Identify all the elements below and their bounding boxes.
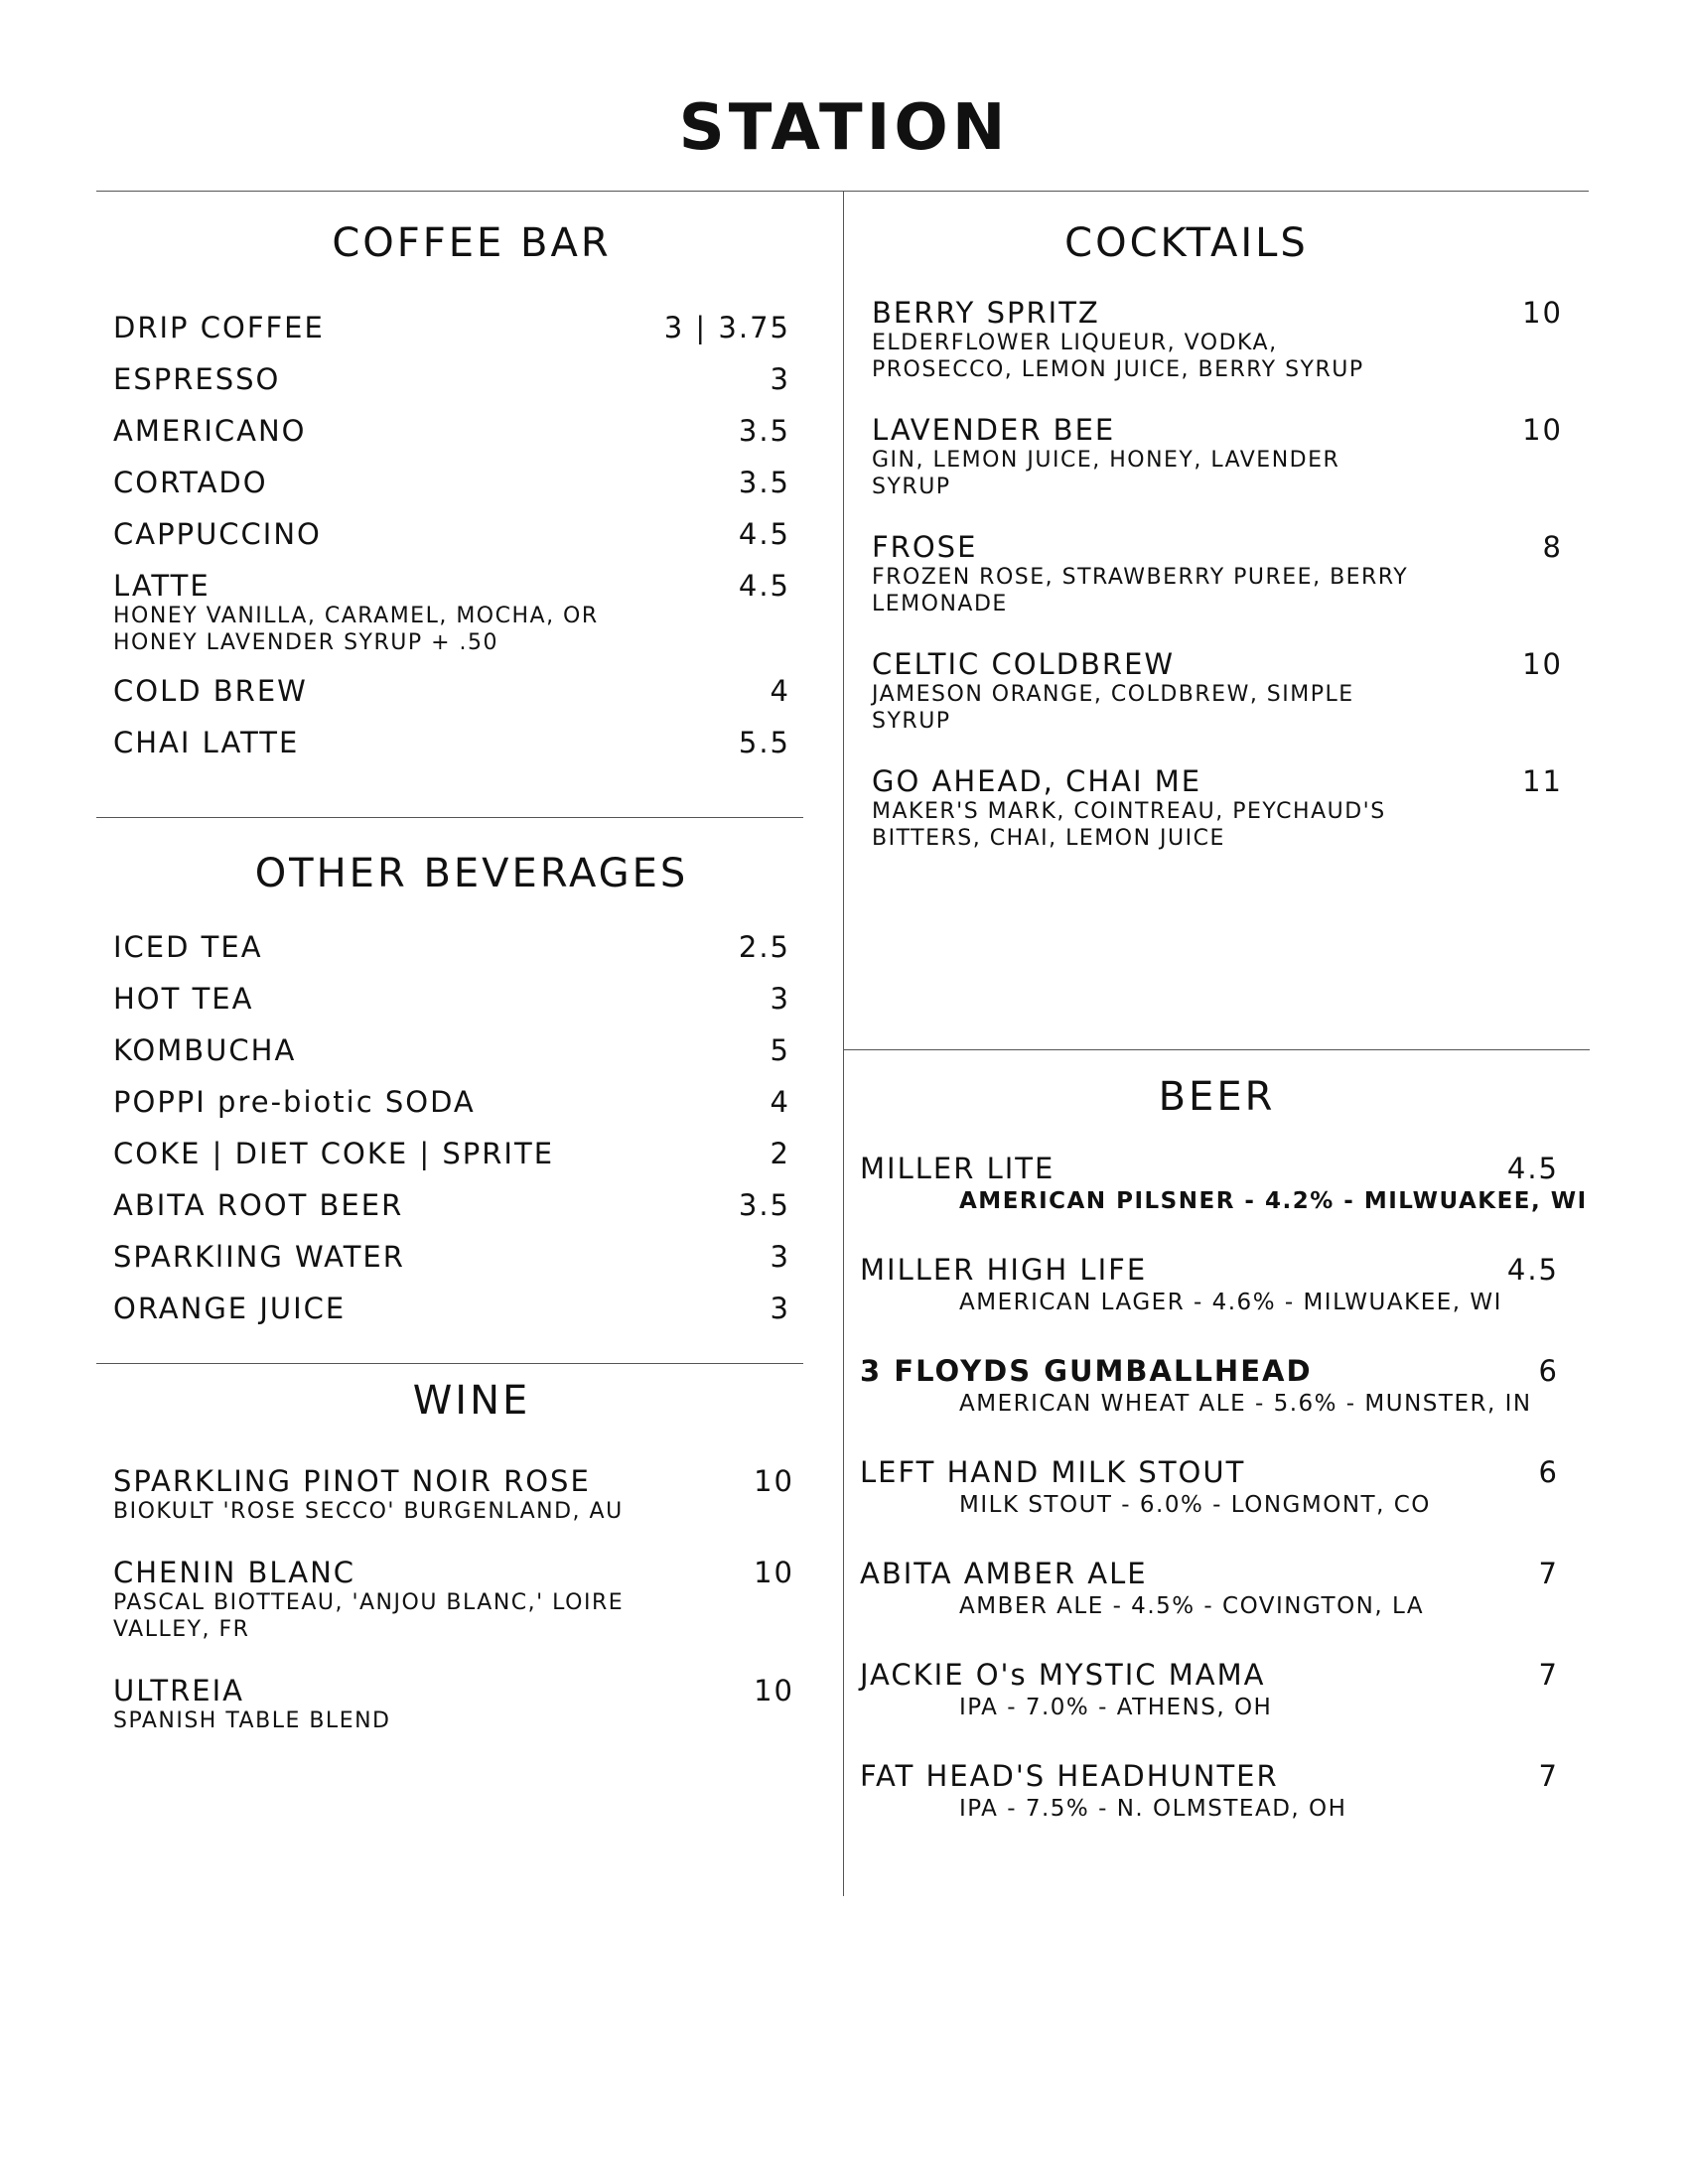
- item-price: 3 | 3.75: [663, 311, 790, 344]
- item-price: 7: [1538, 1658, 1559, 1692]
- item-price: 6: [1538, 1354, 1559, 1388]
- item-description: IPA - 7.5% - N. OLMSTEAD, OH: [959, 1796, 1347, 1822]
- item-name: DRIP COFFEE: [113, 311, 325, 344]
- menu-item: [113, 726, 790, 759]
- item-name: HOT TEA: [113, 982, 254, 1016]
- item-price: 3.5: [738, 466, 790, 499]
- coffee-bar-title: COFFEE BAR: [332, 220, 612, 266]
- menu-item: [113, 1188, 790, 1222]
- item-description: AMBER ALE - 4.5% - COVINGTON, LA: [959, 1593, 1425, 1619]
- menu-item: [113, 1556, 794, 1643]
- item-price: 2.5: [738, 930, 790, 964]
- item-price: 3: [770, 982, 790, 1016]
- menu-item: [113, 414, 790, 448]
- item-name: KOMBUCHA: [113, 1033, 297, 1067]
- item-price: 6: [1538, 1455, 1559, 1489]
- item-name: ABITA ROOT BEER: [113, 1188, 404, 1222]
- menu-item: [113, 1085, 790, 1119]
- item-price: 10: [1522, 647, 1563, 681]
- item-description: FROZEN ROSE, STRAWBERRY PUREE, BERRY LEMONADE: [872, 565, 1409, 616]
- item-name: SPARKlING WATER: [113, 1240, 405, 1274]
- coffee-other-divider: [96, 817, 803, 818]
- item-name: CHENIN BLANC: [113, 1556, 356, 1589]
- menu-item: [113, 1240, 790, 1274]
- beer-list: [860, 1152, 1588, 1860]
- item-name: GO AHEAD, CHAI ME: [872, 764, 1202, 798]
- item-price: 4: [770, 674, 790, 708]
- item-name: BERRY SPRITZ: [872, 296, 1100, 330]
- menu-item: [113, 1674, 794, 1734]
- item-price: 10: [754, 1674, 794, 1707]
- item-name: CORTADO: [113, 466, 268, 499]
- item-price: 4.5: [1506, 1152, 1559, 1185]
- item-name: CELTIC COLDBREW: [872, 647, 1176, 681]
- menu-item: [860, 1759, 1559, 1823]
- item-description: ELDERFLOWER LIQUEUR, VODKA, PROSECCO, LEMON JUICE, BERRY SYRUP: [872, 331, 1364, 382]
- item-name: CAPPUCCINO: [113, 517, 322, 551]
- item-price: 8: [1542, 530, 1563, 564]
- item-price: 3.5: [738, 1188, 790, 1222]
- menu-item: [113, 311, 790, 344]
- item-name: FROSE: [872, 530, 978, 564]
- item-description: AMERICAN LAGER - 4.6% - MILWUAKEE, WI: [959, 1290, 1502, 1315]
- item-price: 5: [770, 1033, 790, 1067]
- item-name: ESPRESSO: [113, 362, 281, 396]
- page-title: STATION: [678, 91, 1010, 165]
- menu-item: [872, 413, 1563, 500]
- other-beverages-list: [113, 930, 790, 1343]
- menu-item: [860, 1354, 1559, 1418]
- menu-item: [860, 1658, 1559, 1721]
- item-name: CHAI LATTE: [113, 726, 300, 759]
- item-price: 2: [770, 1137, 790, 1170]
- item-name: JACKIE O's MYSTIC MAMA: [860, 1658, 1266, 1692]
- menu-item: [860, 1253, 1559, 1316]
- item-description: IPA - 7.0% - ATHENS, OH: [959, 1695, 1273, 1720]
- item-name: ICED TEA: [113, 930, 263, 964]
- menu-item: [113, 362, 790, 396]
- menu-item: [872, 764, 1563, 852]
- item-price: 10: [754, 1464, 794, 1498]
- item-name: ORANGE JUICE: [113, 1292, 347, 1325]
- cocktails-title: COCKTAILS: [1064, 220, 1309, 266]
- item-price: 4.5: [738, 569, 790, 603]
- item-description: SPANISH TABLE BLEND: [113, 1708, 391, 1733]
- item-price: 4: [770, 1085, 790, 1119]
- item-price: 3: [770, 362, 790, 396]
- item-price: 3.5: [738, 414, 790, 448]
- item-description: JAMESON ORANGE, COLDBREW, SIMPLE SYRUP: [872, 682, 1354, 734]
- item-name: SPARKLING PINOT NOIR ROSE: [113, 1464, 591, 1498]
- item-description: GIN, LEMON JUICE, HONEY, LAVENDER SYRUP: [872, 448, 1340, 499]
- item-description: PASCAL BIOTTEAU, 'ANJOU BLANC,' LOIRE VALLEY, FR: [113, 1590, 625, 1642]
- menu-item: [113, 517, 790, 551]
- item-price: 7: [1538, 1759, 1559, 1793]
- other-wine-divider: [96, 1363, 803, 1364]
- menu-item: [113, 930, 790, 964]
- menu-item: [113, 466, 790, 499]
- item-price: 10: [754, 1556, 794, 1589]
- item-name: LAVENDER BEE: [872, 413, 1116, 447]
- item-name: MILLER LITE: [860, 1152, 1055, 1185]
- menu-item: [860, 1455, 1559, 1519]
- menu-item: [113, 1137, 790, 1170]
- item-price: 10: [1522, 413, 1563, 447]
- cocktails-list: [872, 296, 1563, 882]
- coffee-bar-list: [113, 311, 790, 777]
- item-price: 4.5: [1506, 1253, 1559, 1287]
- menu-item: [872, 647, 1563, 735]
- menu-item: [860, 1152, 1588, 1215]
- item-price: 3: [770, 1240, 790, 1274]
- item-name: LEFT HAND MILK STOUT: [860, 1455, 1246, 1489]
- wine-title: WINE: [412, 1378, 531, 1424]
- item-description: AMERICAN PILSNER - 4.2% - MILWUAKEE, WI: [959, 1188, 1588, 1214]
- item-name: POPPI pre-biotic SODA: [113, 1085, 476, 1119]
- item-price: 11: [1522, 764, 1563, 798]
- cocktails-beer-divider: [844, 1049, 1590, 1050]
- item-price: 3: [770, 1292, 790, 1325]
- item-name: COKE | DIET COKE | SPRITE: [113, 1137, 555, 1170]
- menu-item: [872, 296, 1563, 383]
- item-name: MILLER HIGH LIFE: [860, 1253, 1148, 1287]
- item-description: AMERICAN WHEAT ALE - 5.6% - MUNSTER, IN: [959, 1391, 1532, 1417]
- menu-item: [113, 569, 790, 656]
- item-name: ULTREIA: [113, 1674, 244, 1707]
- item-description: MILK STOUT - 6.0% - LONGMONT, CO: [959, 1492, 1431, 1518]
- wine-list: [113, 1464, 794, 1765]
- menu-item: [113, 674, 790, 708]
- item-name: AMERICANO: [113, 414, 307, 448]
- menu-item: [113, 1464, 794, 1525]
- item-description: MAKER'S MARK, COINTREAU, PEYCHAUD'S BITTERS, CHAI, LEMON JUICE: [872, 799, 1386, 851]
- item-description: BIOKULT 'ROSE SECCO' BURGENLAND, AU: [113, 1499, 624, 1524]
- column-divider: [843, 192, 844, 1896]
- item-price: 10: [1522, 296, 1563, 330]
- menu-item: [113, 1033, 790, 1067]
- menu-item: [860, 1557, 1559, 1620]
- item-description: HONEY VANILLA, CARAMEL, MOCHA, OR HONEY LAVENDER SYRUP + .50: [113, 604, 599, 655]
- menu-item: [113, 982, 790, 1016]
- item-price: 4.5: [738, 517, 790, 551]
- item-name: ABITA AMBER ALE: [860, 1557, 1148, 1590]
- beer-title: BEER: [1158, 1074, 1276, 1120]
- other-beverages-title: OTHER BEVERAGES: [254, 851, 689, 896]
- menu-item: [872, 530, 1563, 617]
- item-name: FAT HEAD'S HEADHUNTER: [860, 1759, 1279, 1793]
- menu-item: [113, 1292, 790, 1325]
- item-name: LATTE: [113, 569, 211, 603]
- item-name: COLD BREW: [113, 674, 308, 708]
- item-price: 7: [1538, 1557, 1559, 1590]
- item-price: 5.5: [738, 726, 790, 759]
- item-name: 3 FLOYDS GUMBALLHEAD: [860, 1354, 1313, 1388]
